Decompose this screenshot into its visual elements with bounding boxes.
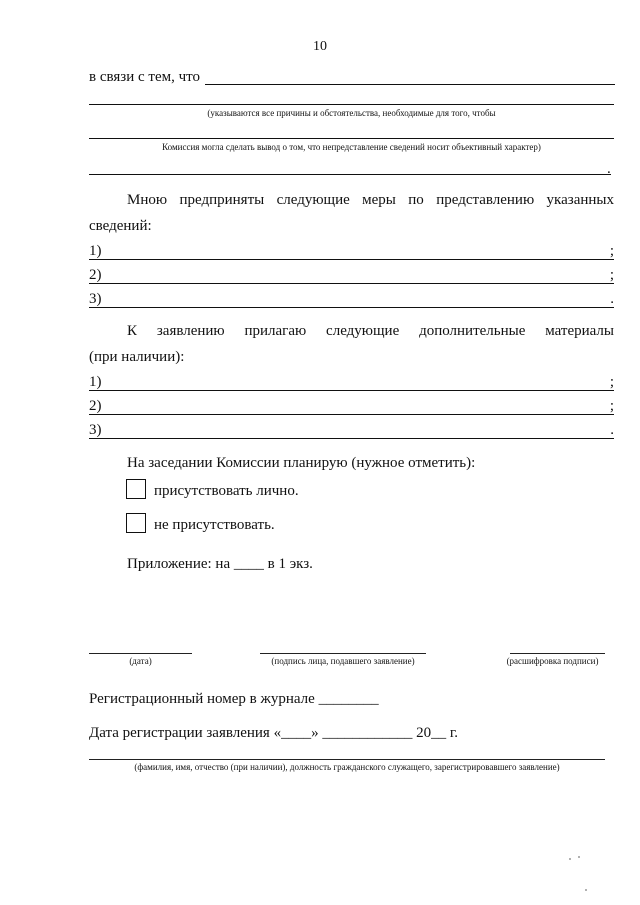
- registration-number-label: Регистрационный номер в журнале: [89, 691, 315, 707]
- page-number: 10: [313, 39, 327, 54]
- item-number: 3): [89, 422, 102, 438]
- item-punct: ;: [609, 267, 614, 283]
- item-punct: ;: [609, 243, 614, 259]
- reason-hint-1: (указываются все причины и обстоятельства, необходимые для того, чтобы: [207, 108, 496, 118]
- registration-date-line: [89, 724, 458, 742]
- attachment-label: Приложение: на: [127, 556, 231, 572]
- materials-text-line-2: (при наличии):: [89, 349, 185, 365]
- item-number: 3): [89, 291, 102, 307]
- registration-day-blank[interactable]: ____: [281, 725, 312, 741]
- reason-end-punct: .: [607, 161, 611, 177]
- reason-field-line-2[interactable]: [89, 104, 614, 105]
- scan-speck: [585, 889, 587, 891]
- item-punct: ;: [609, 398, 614, 414]
- measures-item-1[interactable]: [89, 242, 614, 262]
- registration-year-blank[interactable]: __: [431, 725, 447, 741]
- registration-date-label: Дата регистрации заявления «: [89, 725, 282, 741]
- attachment-pages-blank[interactable]: ____: [233, 556, 264, 572]
- scan-speck: [578, 856, 580, 858]
- materials-text-line-1: К заявлению прилагаю следующие дополнительные материалы: [127, 323, 614, 339]
- materials-item-3[interactable]: [89, 421, 614, 441]
- registration-year-prefix: 20: [416, 725, 432, 741]
- item-punct: .: [610, 291, 614, 307]
- date-caption: (дата): [129, 656, 152, 666]
- materials-item-2[interactable]: [89, 397, 614, 417]
- reason-lead: в связи с тем, что: [89, 69, 200, 85]
- signature-caption: (подпись лица, подавшего заявление): [271, 656, 415, 666]
- attend-in-person-label: присутствовать лично.: [154, 483, 299, 499]
- registration-number-blank[interactable]: ________: [318, 691, 379, 707]
- item-number: 2): [89, 267, 102, 283]
- date-line[interactable]: [89, 653, 192, 654]
- registration-year-suffix: г.: [449, 725, 459, 741]
- registrar-line[interactable]: [89, 759, 605, 760]
- not-attend-checkbox[interactable]: [126, 513, 146, 533]
- attendance-prompt: На заседании Комиссии планирую (нужное отметить):: [127, 455, 476, 471]
- attachment-line: [127, 555, 313, 573]
- item-number: 1): [89, 374, 102, 390]
- item-punct: .: [610, 422, 614, 438]
- attachment-suffix: в 1 экз.: [267, 556, 313, 572]
- attend-in-person-checkbox[interactable]: [126, 479, 146, 499]
- item-number: 1): [89, 243, 102, 259]
- registration-number-line: [89, 690, 379, 708]
- reason-field-line-3[interactable]: [89, 138, 614, 139]
- measures-item-2[interactable]: [89, 266, 614, 286]
- registration-month-blank[interactable]: ____________: [322, 725, 413, 741]
- reason-field-line-1[interactable]: [205, 84, 615, 85]
- registrar-caption: (фамилия, имя, отчество (при наличии), должность гражданского служащего, зарегистрировавшего заявление): [134, 762, 560, 772]
- measures-item-3[interactable]: [89, 290, 614, 310]
- item-number: 2): [89, 398, 102, 414]
- not-attend-label: не присутствовать.: [154, 517, 275, 533]
- measures-text-line-2: сведений:: [89, 218, 152, 234]
- item-punct: ;: [609, 374, 614, 390]
- reason-field-line-4[interactable]: [89, 174, 611, 175]
- signature-line[interactable]: [260, 653, 426, 654]
- decoding-caption: (расшифровка подписи): [506, 656, 599, 666]
- registration-date-quote: »: [311, 725, 319, 741]
- decoding-line[interactable]: [510, 653, 605, 654]
- measures-text-line-1: Мною предприняты следующие меры по представлению указанных: [127, 192, 614, 208]
- scan-speck: [569, 858, 571, 860]
- reason-hint-2: Комиссия могла сделать вывод о том, что непредставление сведений носит объективный характер): [162, 142, 541, 152]
- materials-item-1[interactable]: [89, 373, 614, 393]
